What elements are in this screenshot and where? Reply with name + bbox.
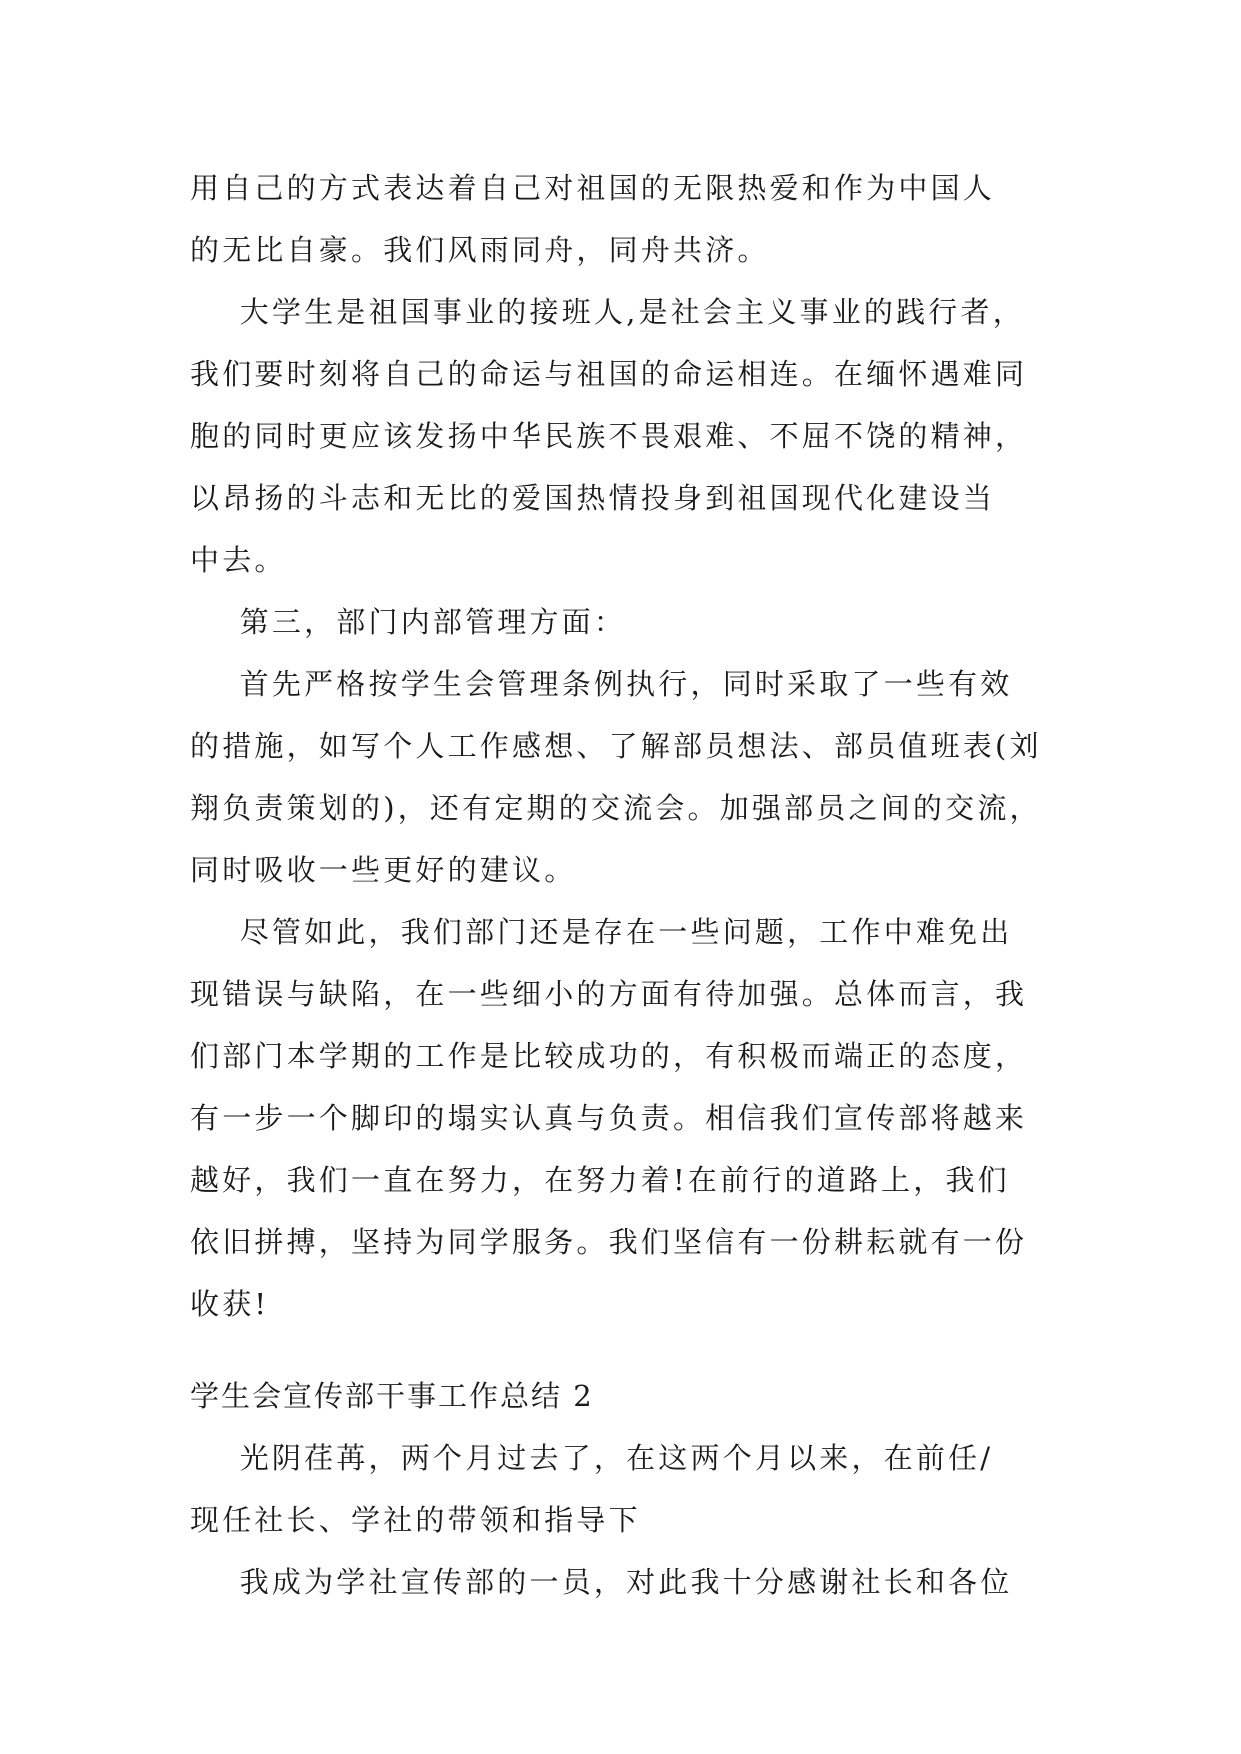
text-line: 大学生是祖国事业的接班人,是社会主义事业的践行者， [190,295,1025,329]
text-line: 的无比自豪。我们风雨同舟，同舟共济。 [190,233,770,267]
text-line: 我们要时刻将自己的命运与祖国的命运相连。在缅怀遇难同 [190,357,1028,391]
text-line: 尽管如此，我们部门还是存在一些问题，工作中难免出 [190,915,1013,949]
text-line: 用自己的方式表达着自己对祖国的无限热爱和作为中国人 [190,171,996,205]
text-line: 依旧拼搏，坚持为同学服务。我们坚信有一份耕耘就有一份 [190,1225,1028,1259]
text-line: 的措施，如写个人工作感想、了解部员想法、部员值班表(刘 [190,729,1042,763]
text-line: 以昂扬的斗志和无比的爱国热情投身到祖国现代化建设当 [190,481,996,515]
text-line: 现错误与缺陷，在一些细小的方面有待加强。总体而言，我 [190,977,1028,1011]
text-line: 首先严格按学生会管理条例执行，同时采取了一些有效 [190,667,1013,701]
text-line: 中去。 [190,543,287,577]
text-line: 光阴荏苒，两个月过去了，在这两个月以来，在前任/ [190,1441,994,1475]
text-line: 越好，我们一直在努力，在努力着!在前行的道路上，我们 [190,1163,1010,1197]
text-line: 们部门本学期的工作是比较成功的，有积极而端正的态度， [190,1039,1028,1073]
text-line: 翔负责策划的)，还有定期的交流会。加强部员之间的交流， [190,791,1042,825]
document-body [190,157,1090,1613]
text-line: 我成为学社宣传部的一员，对此我十分感谢社长和各位 [190,1565,1013,1599]
section-spacer [190,1335,1090,1365]
text-line: 第三，部门内部管理方面： [190,605,627,639]
text-line: 有一步一个脚印的塌实认真与负责。相信我们宣传部将越来 [190,1101,1028,1135]
text-line: 收获! [190,1287,270,1321]
text-line: 胞的同时更应该发扬中华民族不畏艰难、不屈不饶的精神， [190,419,1028,453]
text-line: 同时吸收一些更好的建议。 [190,853,577,887]
text-line: 现任社长、学社的带领和指导下 [190,1503,641,1537]
section-title: 学生会宣传部干事工作总结 2 [190,1379,594,1413]
